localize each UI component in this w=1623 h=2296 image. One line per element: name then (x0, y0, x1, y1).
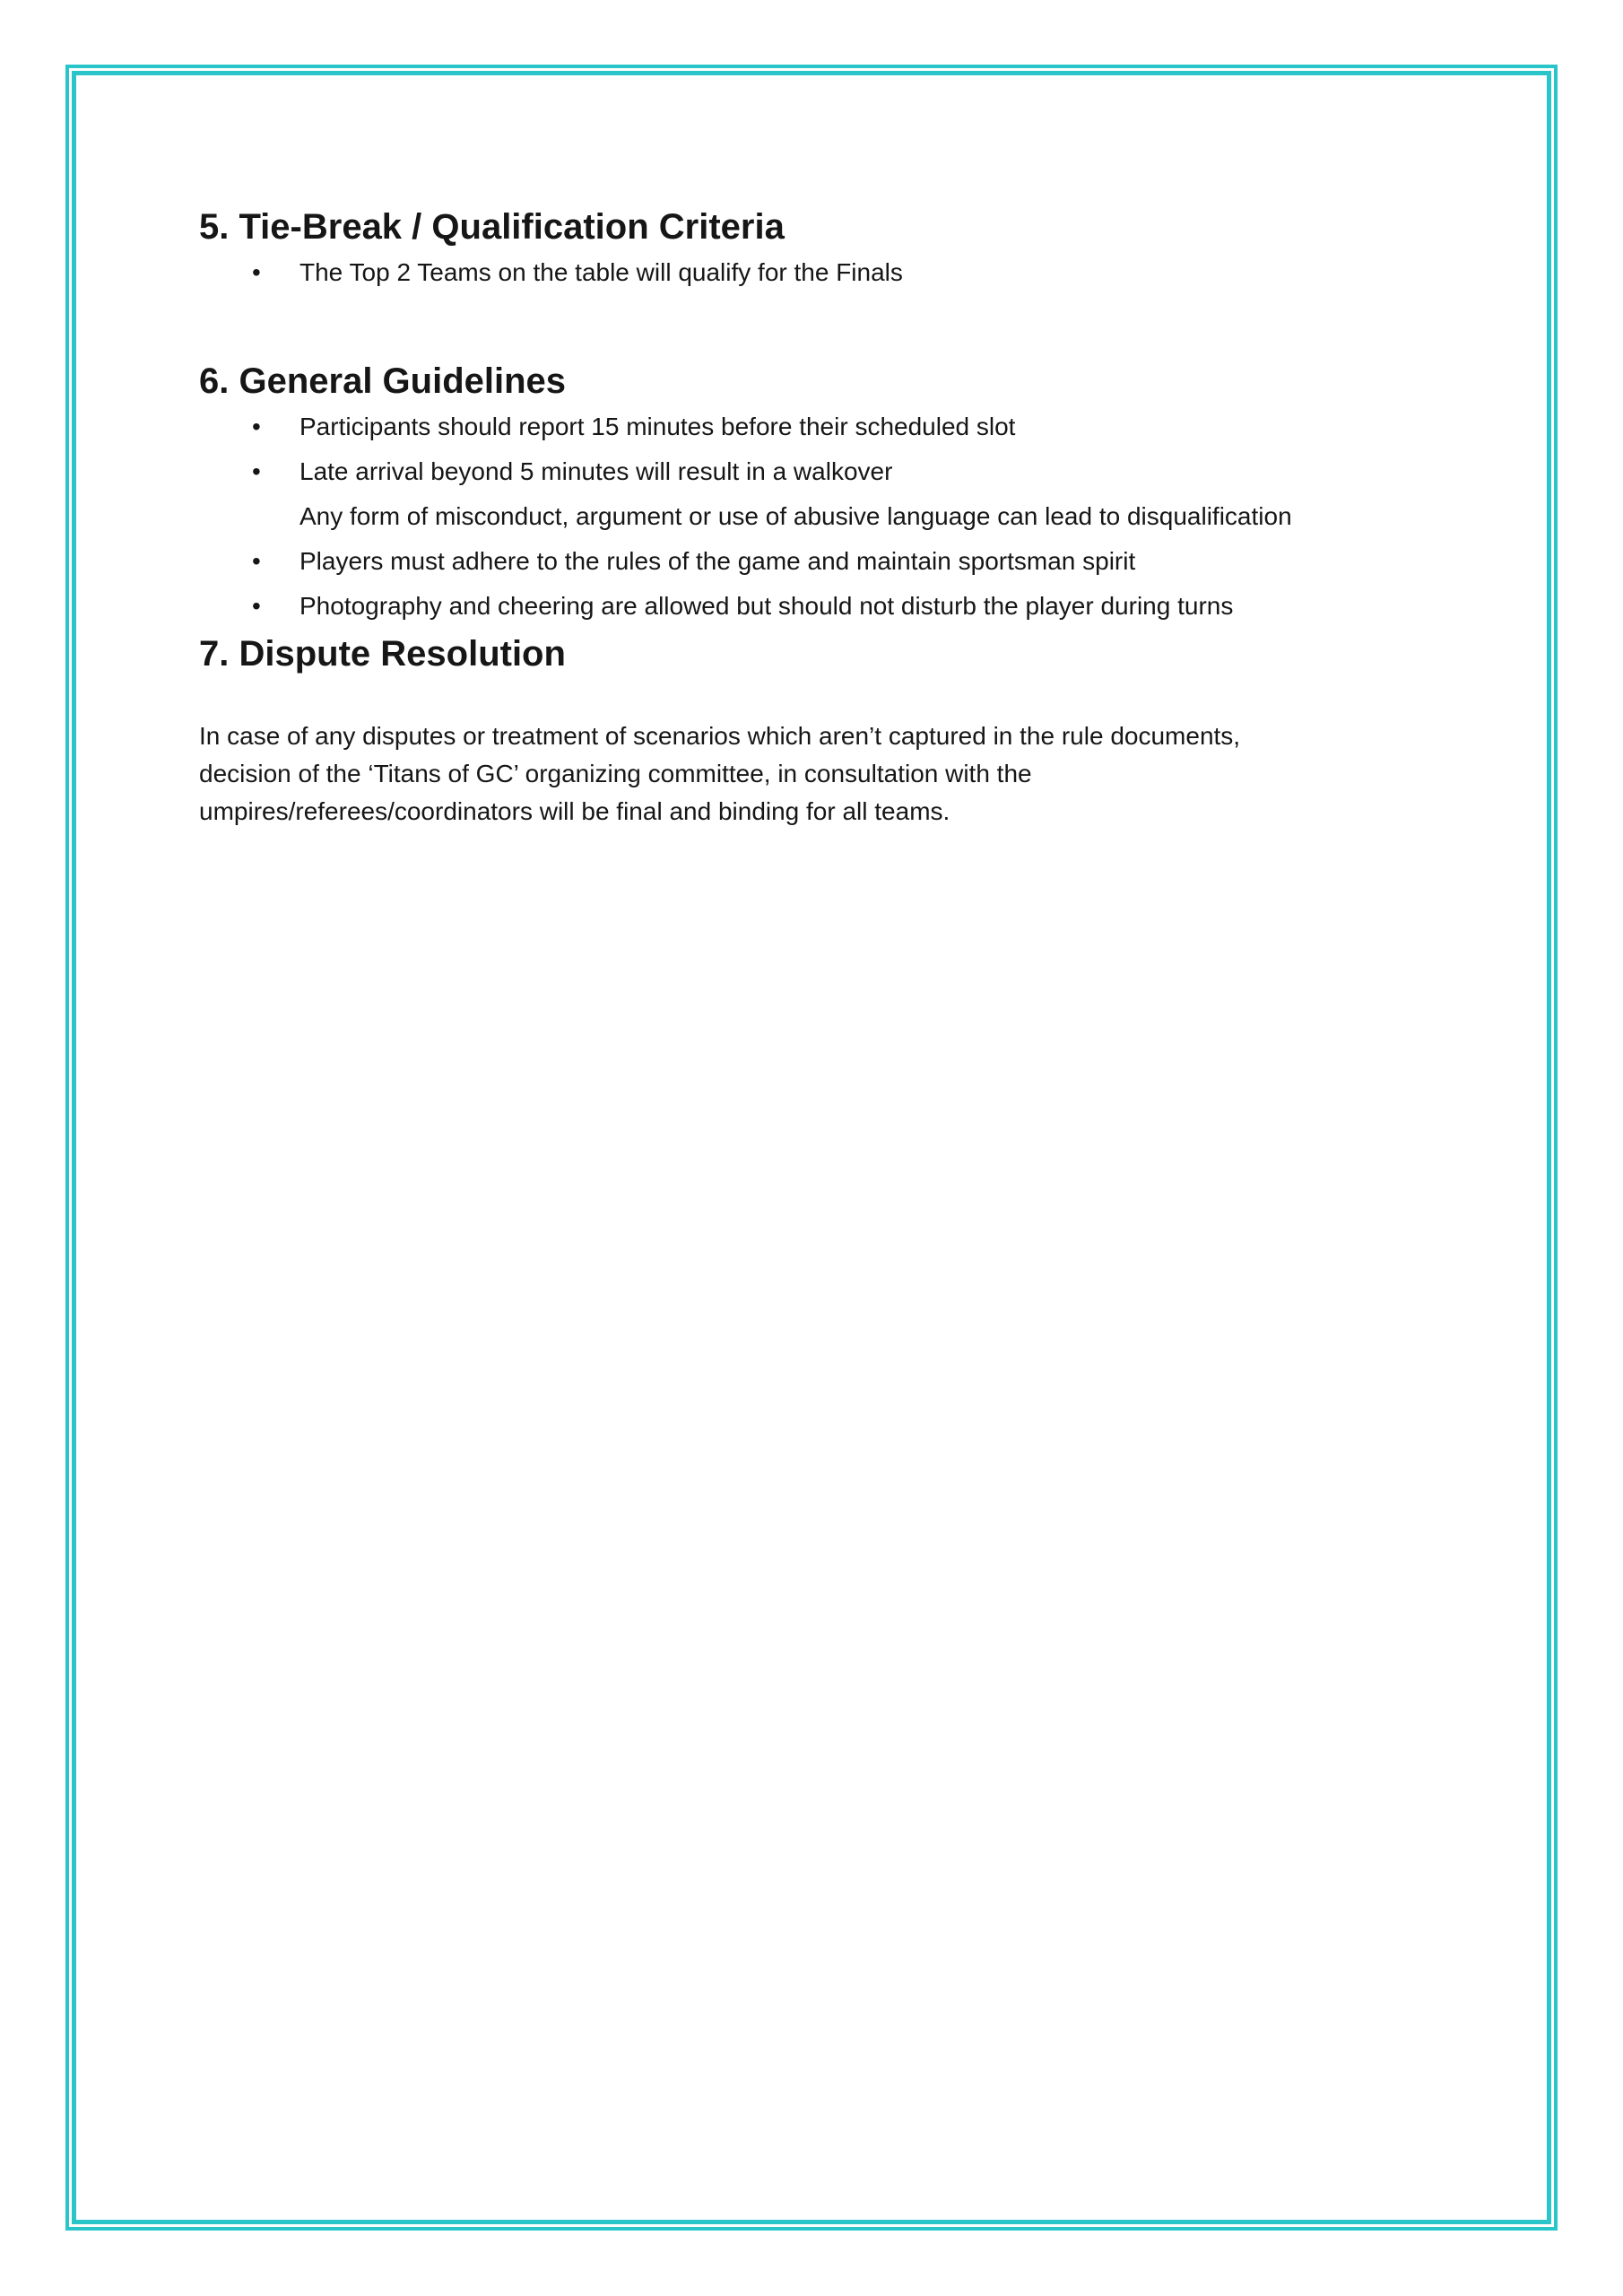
list-item (252, 250, 1533, 295)
list-item-text: The Top 2 Teams on the table will qualify for the Finals (299, 258, 903, 286)
bullet-icon: • (252, 547, 261, 575)
list-item-text (299, 449, 1292, 539)
paragraph-line: umpires/referees/coordinators will be final and binding for all teams. (199, 797, 950, 825)
paragraph-line: decision of the ‘Titans of GC’ organizing committee, in consultation with the (199, 760, 1032, 787)
list-item (252, 404, 1533, 449)
list-item (252, 449, 1533, 539)
paragraph-line: In case of any disputes or treatment of scenarios which aren’t captured in the rule documents, (199, 722, 1241, 750)
heading-tiebreak: 5. Tie-Break / Qualification Criteria (199, 207, 785, 247)
list-item-continuation-line: Any form of misconduct, argument or use of abusive language can lead to disqualification (299, 502, 1292, 530)
bullet-icon: • (252, 258, 261, 286)
list-item-text: Participants should report 15 minutes before their scheduled slot (299, 413, 1016, 440)
list-item-line: Late arrival beyond 5 minutes will result in a walkover (299, 457, 893, 485)
list-item-text: Photography and cheering are allowed but should not disturb the player during turns (299, 592, 1234, 620)
page-content (0, 0, 1623, 831)
bullet-icon: • (252, 413, 261, 440)
bullet-icon: • (252, 592, 261, 620)
bullet-icon: • (252, 457, 261, 485)
dispute-paragraph (199, 718, 1533, 831)
guidelines-list (199, 404, 1533, 629)
list-item (252, 539, 1533, 584)
list-item-text: Players must adhere to the rules of the game and maintain sportsman spirit (299, 547, 1136, 575)
list-item (252, 584, 1533, 629)
heading-guidelines: 6. General Guidelines (199, 361, 567, 401)
heading-dispute: 7. Dispute Resolution (199, 634, 566, 674)
tiebreak-list (199, 250, 1533, 295)
